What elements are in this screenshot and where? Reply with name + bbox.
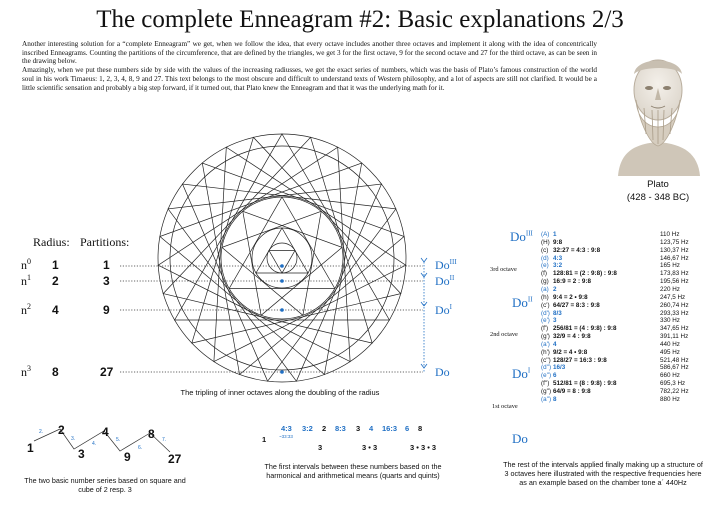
- radius-header: Radius:: [33, 235, 70, 249]
- partitions-9: 9: [103, 303, 110, 317]
- octave-row-value: 8/3: [553, 309, 562, 317]
- n0-label: $n^0$: [21, 257, 31, 272]
- outer-triangle: [158, 147, 350, 361]
- octave-row-note: (A): [541, 231, 550, 238]
- frequency-value: 586,67 Hz: [660, 364, 689, 372]
- frequency-value: 110 Hz: [660, 231, 680, 238]
- intro-paragraph-1: Another interesting solution for a “complete Enneagram” we get, when we follow the idea, that every octave includes another three octaves and implement it along with the idea of concentrically inscribed Enneagrams. Counting the partitions of the circumference, that are defined by the triangles, we get 3 for the first octave, 9 for the second octave and 27 for the third octave, as can be seen in the drawing below.: [22, 40, 597, 66]
- octave-row-value: 256/81 = (4 : 9:8) : 9:8: [553, 325, 617, 333]
- octave-label-1: 1st octave: [492, 403, 518, 410]
- interval-3-2: 3:2: [302, 424, 313, 433]
- octave-row: [541, 364, 565, 371]
- octave-row-value: 4: [553, 340, 557, 348]
- interval-8-3: 8:3: [335, 424, 346, 433]
- frequency-value: 495 Hz: [660, 348, 680, 356]
- octave-row-value: 128:81 = (2 : 9:8) : 9:8: [553, 270, 617, 278]
- octave-row-value: 32:27 = 4:3 : 9:8: [553, 246, 601, 254]
- octave-do-3: $Do^{III}$: [510, 229, 533, 244]
- middle-triangle: [222, 211, 321, 315]
- octave-row: [541, 310, 562, 317]
- series-bottom-1: 1: [27, 441, 34, 455]
- octave-row: [541, 349, 587, 356]
- octave-row-value: 3:2: [553, 262, 563, 270]
- octave-row-value: 64/27 = 8:3 : 9:8: [553, 301, 600, 309]
- frequency-value: 330 Hz: [660, 317, 680, 325]
- octave-row-note: (e'): [541, 317, 550, 325]
- frequency-value: 220 Hz: [660, 285, 680, 293]
- octave-circle: [170, 146, 394, 370]
- octave-row-note: (d'): [541, 309, 550, 317]
- octave-row-note: (c''): [541, 356, 551, 364]
- concentric-enneagram-drawing: [158, 134, 406, 382]
- octave-row: [541, 286, 557, 293]
- octave-row: [541, 317, 557, 324]
- interval-16-3: 16:3: [382, 424, 398, 433]
- step-2: 2.: [39, 429, 44, 435]
- frequency-value: 195,56 Hz: [660, 278, 689, 286]
- page-title: The complete Enneagram #2: Basic explanations 2/3: [96, 6, 624, 33]
- octave-do-1: $Do^I$: [512, 366, 531, 381]
- radius-2: 2: [52, 274, 59, 288]
- frequency-value: 391,11 Hz: [660, 333, 689, 341]
- octave-row: [541, 325, 617, 332]
- octave-row-note: (f'): [541, 325, 549, 333]
- octave-row: [541, 333, 591, 340]
- octave-row-value: 8: [553, 395, 557, 403]
- octave-row: [541, 239, 562, 246]
- intervals-caption: The first intervals between these numbers based on the harmonical and arithmetical means (quarts and quints): [264, 462, 442, 480]
- partitions-27: 27: [100, 365, 114, 379]
- octave-row-note: (g): [541, 278, 549, 286]
- outer-triangle: [214, 147, 406, 361]
- frequency-value: 146,67 Hz: [660, 254, 689, 262]
- partitions-header: Partitions:: [80, 235, 130, 249]
- do-label-3: $Do^{III}$: [435, 258, 457, 272]
- interval-4: 4: [369, 424, 374, 433]
- radius-marker: [280, 370, 284, 374]
- octave-row-note: (c'): [541, 301, 550, 309]
- octave-row-value: 6: [553, 372, 557, 380]
- frequency-value: 247,5 Hz: [660, 293, 686, 301]
- octave-row-note: (e): [541, 262, 549, 270]
- frequency-value: 260,74 Hz: [660, 301, 689, 309]
- interval-6: 6: [405, 424, 410, 433]
- octave-row: [541, 396, 557, 403]
- frequency-value: 440 Hz: [660, 340, 680, 348]
- series-caption: The two basic number series based on square and cube of 2 resp. 3: [24, 476, 186, 494]
- octave-row-note: (H): [541, 238, 550, 246]
- partitions-3: 3: [103, 274, 110, 288]
- octave-row-value: 9:4 = 2 • 9:8: [553, 293, 588, 301]
- octave-circle: [252, 228, 312, 288]
- partitions-1: 1: [103, 258, 110, 272]
- octave-row: [541, 262, 562, 269]
- octave-row-note: (f''): [541, 380, 550, 388]
- octave-row: [541, 231, 557, 238]
- octave-row: [541, 255, 562, 262]
- interval-8: 8: [418, 424, 423, 433]
- frequency-value: 165 Hz: [660, 262, 680, 270]
- octave-row-value: 9:8: [553, 238, 563, 246]
- octave-row-note: (h): [541, 293, 549, 301]
- octave-row: [541, 380, 617, 387]
- frequency-value: 880 Hz: [660, 395, 680, 403]
- octave-row: [541, 278, 591, 285]
- octave-row: [541, 388, 591, 395]
- octave-row-note: (a): [541, 285, 549, 293]
- outer-triangle: [202, 163, 404, 375]
- octave-row-note: (g'): [541, 333, 550, 341]
- octave-row-note: (g''): [541, 388, 552, 395]
- series-top-8: 8: [148, 427, 155, 441]
- octave-do-0: Do: [512, 431, 528, 446]
- frequency-value: 347,65 Hz: [660, 325, 689, 333]
- octave-caption: The rest of the intervals applied finally making up a structure of 3 octaves here illustrated with the respective frequencies here as an example based on the chamber tone a´ 440Hz: [503, 460, 703, 487]
- frequency-value: 521,48 Hz: [660, 356, 689, 364]
- octave-row-value: 1: [553, 231, 557, 238]
- octave-row-value: 9/2 = 4 • 9:8: [553, 348, 588, 356]
- series-bottom-3: 3: [78, 447, 85, 461]
- interval-lead: 1: [262, 435, 267, 444]
- octave-row-note: (f): [541, 270, 547, 278]
- n1-label: $n^1$: [21, 273, 31, 288]
- frequency-value: 695,3 Hz: [660, 380, 686, 388]
- interval-3: 3: [356, 424, 361, 433]
- series-top-2: 2: [58, 423, 65, 437]
- plato-dates: (428 - 348 BC): [626, 192, 690, 203]
- octave-row-note: (h'): [541, 348, 550, 356]
- step-4: 4.: [92, 441, 97, 447]
- do-label-0: Do: [435, 365, 450, 379]
- frequency-value: 660 Hz: [660, 372, 680, 380]
- interval-row3-a: 3: [318, 443, 323, 452]
- octave-row-note: (d): [541, 254, 549, 262]
- series-top-4: 4: [102, 425, 109, 439]
- octave-row-value: 512/81 = (8 : 9:8) : 9:8: [553, 380, 617, 388]
- octave-row-value: 64/9 = 8 : 9:8: [553, 388, 591, 395]
- octave-row-value: 3: [553, 317, 557, 325]
- octave-row-value: 128/27 = 16:3 : 9:8: [553, 356, 607, 364]
- series-bottom-27: 27: [168, 452, 182, 466]
- step-7: 7.: [162, 437, 167, 443]
- octave-row-note: (d''): [541, 364, 552, 372]
- radius-marker: [280, 279, 284, 283]
- interval-note: ~33:33: [279, 434, 293, 439]
- plato-name: Plato: [647, 179, 669, 190]
- radius-marker: [280, 264, 284, 268]
- radius-4: 4: [52, 303, 59, 317]
- octave-row-value: 32/9 = 4 : 9:8: [553, 333, 591, 341]
- outer-triangle: [163, 137, 372, 343]
- octave-row-value: 16/3: [553, 364, 566, 372]
- octave-label-2: 2nd octave: [490, 331, 518, 338]
- octave-row-value: 16:9 = 2 : 9:8: [553, 278, 591, 286]
- octave-row-note: (a''): [541, 395, 552, 403]
- octave-circle: [221, 197, 343, 319]
- series-bottom-9: 9: [124, 450, 131, 464]
- octave-row: [541, 341, 557, 348]
- step-6: 6.: [138, 445, 143, 451]
- step-5: 5.: [116, 437, 121, 443]
- interval-row3-c: 3 • 3 • 3: [410, 443, 437, 452]
- do-label-2: $Do^{II}$: [435, 274, 455, 288]
- octave-row-note: (a'): [541, 340, 550, 348]
- intro-paragraph-2: Amazingly, when we put these numbers side by side with the values of the increasing radiusses, we get the exact series of numbers, which was the basis of Plato’s famous construction of the world soul in his work Timaeus: 1, 2, 3, 4, 8, 9 and 27. This text belongs to the most obscure and difficult to understand texts of Western philosophy, and a lot of aspects are still not clarified. It would be a little scientific sensation and probably a big step forward, if it turned out, that Plato knew the Enneagram and that it was the underlying math for it.: [22, 66, 597, 92]
- frequency-value: 130,37 Hz: [660, 246, 689, 254]
- octave-row-value: 4:3: [553, 254, 563, 262]
- frequency-value: 173,83 Hz: [660, 270, 689, 278]
- frequency-value: 293,33 Hz: [660, 309, 689, 317]
- middle-triangle: [243, 211, 342, 315]
- interval-2: 2: [322, 424, 327, 433]
- radius-1: 1: [52, 258, 59, 272]
- frequency-value: 123,75 Hz: [660, 238, 689, 246]
- step-3: 3.: [71, 436, 76, 442]
- octave-row: [541, 357, 607, 364]
- octave-row: [541, 372, 557, 379]
- interval-row3-b: 3 • 3: [362, 443, 378, 452]
- octave-row: [541, 270, 617, 277]
- frequency-value: 782,22 Hz: [660, 388, 689, 395]
- octave-row: [541, 247, 600, 254]
- do-label-1: $Do^I$: [435, 303, 453, 317]
- octave-row-value: 2: [553, 285, 557, 293]
- octave-circle: [158, 134, 406, 382]
- octave-row: [541, 302, 600, 309]
- outer-triangle: [192, 137, 401, 343]
- n2-label: $n^2$: [21, 302, 31, 317]
- octave-row-note: (c): [541, 246, 549, 254]
- outer-triangle: [160, 163, 362, 375]
- octave-circle: [267, 243, 297, 273]
- octave-row: [541, 294, 588, 301]
- diagram-caption: The tripling of inner octaves along the doubling of the radius: [180, 388, 380, 397]
- octave-label-3: 3rd octave: [490, 266, 517, 273]
- interval-4-3: 4:3: [281, 424, 292, 433]
- n3-label: $n^3$: [21, 364, 31, 379]
- octave-do-2: $Do^{II}$: [512, 295, 533, 310]
- radius-marker: [280, 308, 284, 312]
- octave-row-note: (e''): [541, 372, 552, 380]
- octave-arrow: [421, 258, 427, 262]
- radius-8: 8: [52, 365, 59, 379]
